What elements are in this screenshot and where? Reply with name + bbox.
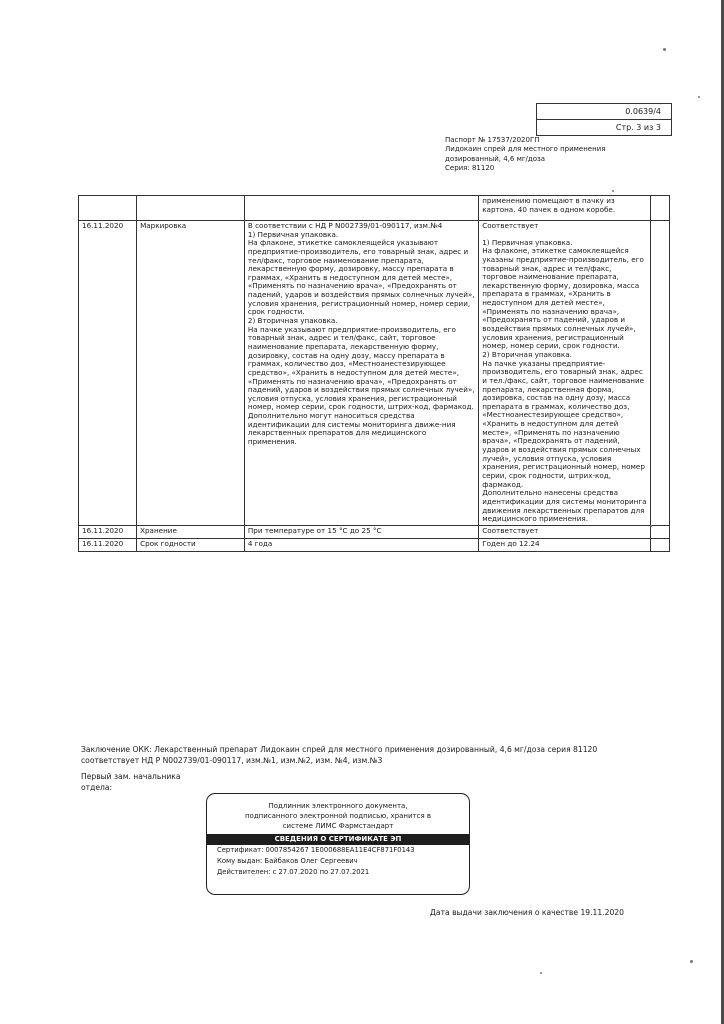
page-label: Стр. 3 из 3	[537, 119, 671, 135]
product-dosage: дозированный, 4,6 мг/доза	[445, 154, 546, 163]
date-cell	[79, 196, 137, 221]
reg-number: 0.0639/4	[625, 107, 661, 116]
conclusion-line: соответствует НД Р N002739/01-090117, изм.№1, изм.№2, изм. №4, изм.№3	[81, 756, 383, 765]
signatory-title: отдела:	[81, 783, 113, 792]
signatory-block	[81, 771, 181, 793]
certificate-validity: Действителен: с 27.07.2020 по 27.07.2021	[217, 868, 370, 877]
indicator-cell: Срок годности	[137, 538, 245, 551]
result-cell: Годен до 12.24	[479, 538, 651, 551]
result-cell: применению помещают в пачку из картона. 40 пачек в одном коробе.	[479, 196, 651, 221]
spare-cell	[651, 221, 670, 526]
result-cell	[479, 221, 651, 526]
table-row	[79, 196, 670, 221]
batch-number: Серия: 81120	[445, 164, 495, 173]
product-name: Лидокаин спрей для местного применения	[445, 145, 606, 154]
requirement-cell	[244, 196, 478, 221]
requirement-paragraph: Дополнительно могут наноситься средства идентификации для системы мониторинга движе-ния лекарственных препаратов для медицинского применения.	[247, 411, 456, 447]
requirement-paragraph: 1) Первичная упаковка.	[247, 229, 339, 239]
spare-cell	[651, 538, 670, 551]
indicator-cell: Маркировка	[137, 221, 245, 526]
requirement-cell	[244, 221, 478, 526]
electronic-signature-stamp	[206, 793, 470, 895]
result-paragraph: Дополнительно нанесены средства идентификации для системы мониторинга движения лекарственных препаратов для медицинского применения.	[482, 488, 647, 524]
registration-box	[536, 103, 672, 136]
scan-speck	[540, 972, 542, 974]
indicator-cell	[137, 196, 245, 221]
certificate-heading: СВЕДЕНИЯ О СЕРТИФИКАТЕ ЭП	[207, 834, 469, 845]
requirement-cell: При температуре от 15 °С до 25 °С	[244, 525, 478, 538]
requirement-paragraph: На флаконе, этикетке самоклеящейся указывают предприятие-производитель, его товарный знак, адрес и тел/факс, торговое наименование препарата, лекарственную форму, дозировку, массу препарата в граммах, «Хранить в недоступном для детей месте», «Применять по назначению врача», «Предохранять от падений, ударов и воздействия прямых солнечных лучей», условия хранения, регистрационный номер, номер серии, срок годности.	[247, 238, 475, 317]
date-cell: 16.11.2020	[79, 525, 137, 538]
table-row	[79, 538, 670, 551]
scan-speck	[663, 48, 666, 51]
indicator-cell: Хранение	[137, 525, 245, 538]
passport-number: Паспорт № 17537/2020ГП	[445, 136, 540, 144]
date-cell: 16.11.2020	[79, 221, 137, 526]
conclusion-line: Заключение ОКК: Лекарственный препарат Лидокаин спрей для местного применения дозированный, 4,6 мг/доза серия 81120	[81, 745, 598, 754]
stamp-info-line: подписанного электронной подписью, хранится в	[244, 811, 432, 820]
certificate-owner: Кому выдан: Байбаков Олег Сергеевич	[217, 857, 358, 866]
scan-speck	[690, 960, 693, 963]
result-cell: Соответствует	[479, 525, 651, 538]
result-paragraph: На пачке указаны предприятие-производитель, его товарный знак, адрес и тел./факс, сайт, торговое наименование препарата, лекарственная форма, дозировка, состав на одну дозу, масса препарата в граммах, количество доз, «Местноанестезирующее средство», «Хранить в недоступном для детей месте», «Применять по назначению врача», «Предохранять от падений, ударов и воздействия прямых солнечных лучей», условия отпуска, условия хранения, регистрационный номер, номер серии, срок годности, штрих-код, фармакод.	[482, 358, 645, 489]
scan-speck	[612, 190, 614, 192]
result-paragraph: 2) Вторичная упаковка.	[482, 349, 572, 359]
table-row	[79, 221, 670, 526]
spare-cell	[651, 525, 670, 538]
date-cell: 16.11.2020	[79, 538, 137, 551]
conclusion-block	[81, 744, 601, 766]
requirement-paragraph: На пачке указывают предприятие-производитель, его товарный знак, адрес и тел/факс, сайт, торговое наименование препарата, лекарственную форму, дозировку, состав на одну дозу, массу препарата в граммах, количество доз, «Местноанестезирующее средство», «Хранить в недоступном для детей месте», «Применять по назначению врача», «Предохранять от падений, ударов и воздействия прямых солнечных лучей», условия отпуска, условия хранения, регистрационный номер, номер серии, срок годности, штрих-код, фармакод.	[247, 324, 475, 412]
table-row	[79, 525, 670, 538]
result-paragraph: 1) Первичная упаковка.	[482, 237, 573, 247]
certificate-number: Сертификат: 0007854267 1E000688EA11E4CF871F0143	[217, 846, 415, 855]
result-paragraph: На флаконе, этикетке самоклеящейся указаны предприятие-производитель, его товарный знак, адрес и тел/факс, торговое наименование препарата, лекарственную форму, дозировка, масса препарата в граммах, «Хранить в недоступном для детей месте», «Применять по назначению врача», «Предохранять от падений, ударов и воздействия прямых солнечных лучей», условия хранения, регистрационный номер, номер серии, срок годности.	[482, 246, 644, 351]
stamp-info	[207, 802, 469, 831]
result-paragraph: Соответствует	[482, 221, 539, 230]
requirement-paragraph: 2) Вторичная упаковка.	[247, 316, 338, 326]
passport-block	[445, 136, 645, 174]
requirement-paragraph: В соответствии с НД Р N002739/01-090117, изм.№4	[247, 221, 443, 230]
scan-speck	[698, 96, 700, 98]
signatory-title: Первый зам. начальника	[81, 772, 181, 781]
scan-speck	[650, 525, 652, 527]
requirement-cell: 4 года	[244, 538, 478, 551]
quality-table	[78, 195, 670, 552]
stamp-info-line: системе ЛИМС Фармстандарт	[282, 821, 394, 830]
spare-cell	[651, 196, 670, 221]
issue-date: Дата выдачи заключения о качестве 19.11.2020	[430, 908, 624, 917]
stamp-info-line: Подлинник электронного документа,	[268, 802, 408, 810]
